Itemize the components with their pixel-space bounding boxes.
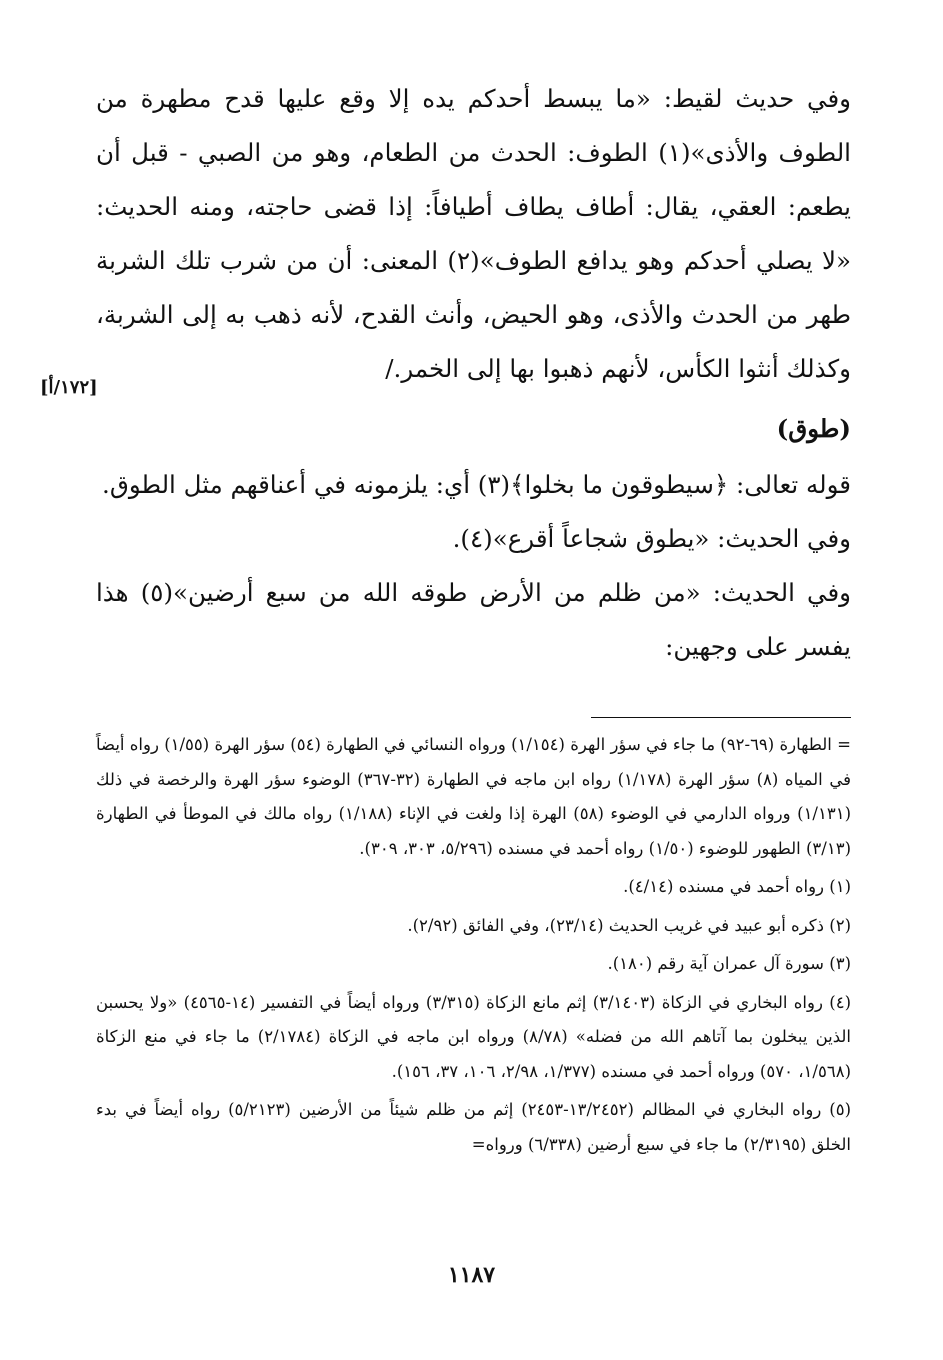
page-number: ١١٨٧	[447, 1262, 496, 1288]
margin-reference: [١٧٢/أ]	[40, 377, 98, 398]
footnotes	[96, 728, 851, 1162]
footnote-1: (١) رواه أحمد في مسنده (٤/١٤).	[623, 877, 851, 896]
paragraph-laqit-hadith: وفي حديث لقيط: «ما يبسط أحدكم يده إلا وقع عليها قدح مطهرة من الطوف والأذى»(١) الطوف: الحدث من الطعام، وهو من الصبي - قبل أن يطعم: العقي، يقال: أطاف يطاف أطيافاً: إذا قضى حاجته، ومنه الحديث: «لا يصلي أحدكم وهو يدافع الطوف»(٢) المعنى: أن من شرب تلك الشربة طهر من الحدث والأذى، وهو الحيض، وأنث القدح، لأنه ذهب به إلى الشربة، وكذلك أنثوا الكأس، لأنهم ذهبوا بها إلى الخمر./	[96, 84, 851, 383]
paragraph-hadith-shuja: وفي الحديث: «يطوق شجاعاً أقرع»(٤).	[452, 524, 851, 553]
footnote-3: (٣) سورة آل عمران آية رقم (١٨٠).	[607, 954, 851, 973]
footnote-continuation: = الطهارة (٦٩-٩٢) ما جاء في سؤر الهرة (١/١٥٤) ورواه النسائي في الطهارة (٥٤) سؤر الهرة (١/٥٥) رواه أيضاً في المياه (٨) سؤر الهرة (١/١٧٨) رواه ابن ماجه في الطهارة (٣٢-٣٦٧) الوضوء سؤر الهرة والرخصة في ذلك (١/١٣١) ورواه الدارمي في الوضوء (٥٨) الهرة إذا ولغت في الإناء (١/١٨٨) رواه مالك في الموطأ في الطهارة (٣/١٣) الطهور للوضوء (١/٥٠) رواه أحمد في مسنده (٥/٢٩٦، ٣٠٣، ٣٠٩).	[96, 735, 852, 858]
footnote-2: (٢) ذكره أبو عبيد في غريب الحديث (٢٣/١٤)، وفي الفائق (٢/٩٢).	[407, 915, 851, 935]
section-heading: (طوق)	[776, 414, 851, 443]
footnote-4: (٤) رواه البخاري في الزكاة (٣/١٤٠٣) إثم مانع الزكاة (٣/٣١٥) ورواه أيضاً في التفسير (١٤-٤٥٦٥) «ولا يحسبن الذين يبخلون بما آتاهم الله من فضله» (٨/٧٨) ورواه ابن ماجه في الزكاة (٢/١٧٨٤) ما جاء في منع الزكاة (١/٥٦٨، ٥٧٠) ورواه أحمد في مسنده (١/٣٧٧، ٢/٩٨، ١٠٦، ٣٧، ١٥٦).	[96, 992, 851, 1081]
footnote-5: (٥) رواه البخاري في المظالم (١٣/٢٤٥٢-٢٤٥٣) إثم من ظلم شيئاً من الأرضين (٥/٢١٢٣) رواه أيضاً في بدء الخلق (٢/٣١٩٥) ما جاء في سبع أرضين (٦/٣٣٨) ورواه=	[96, 1100, 851, 1154]
paragraph-hadith-ardin: وفي الحديث: «من ظلم من الأرض طوقه الله من سبع أرضين»(٥) هذا يفسر على وجهين:	[96, 578, 851, 661]
main-text	[96, 72, 851, 674]
paragraph-verse: قوله تعالى: ﴿سيطوقون ما بخلوا﴾(٣) أي: يلزمونه في أعناقهم مثل الطوق.	[102, 470, 851, 499]
footnote-divider	[591, 717, 851, 718]
